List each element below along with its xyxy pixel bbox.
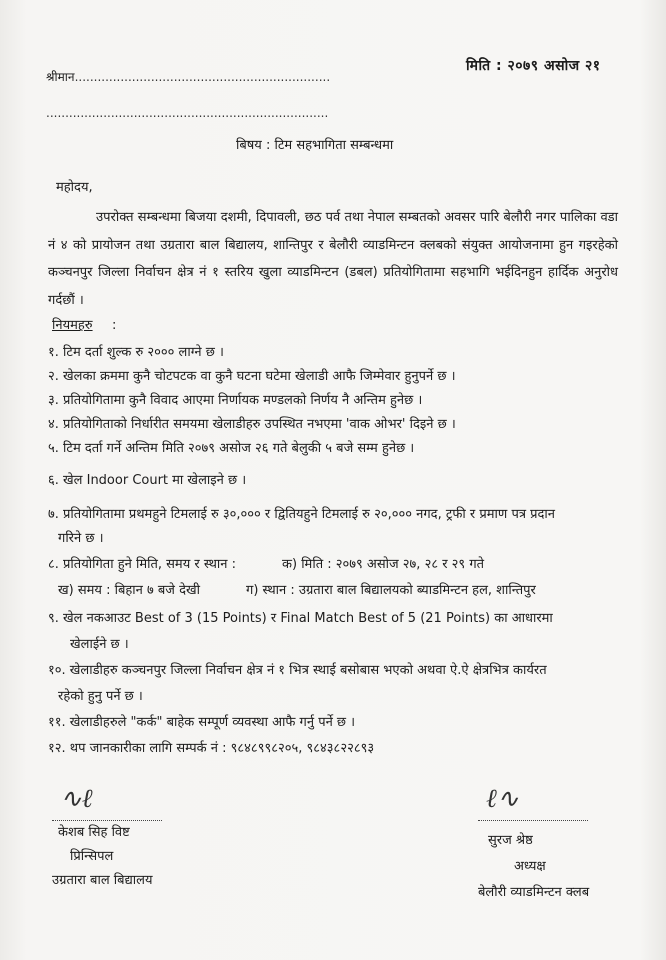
address-blank: .......................................................................... (46, 106, 329, 120)
greeting: महोदय, (56, 180, 93, 195)
rule-item: ८. प्रतियोगिता हुने मिति, समय र स्थान : (48, 557, 237, 572)
recipient-line (46, 68, 330, 85)
event-time: ख) समय : बिहान ७ बजे देखी (58, 583, 200, 598)
body-paragraph: उपरोक्त सम्बन्धमा बिजया दशमी, दिपावली, छठ पर्व तथा नेपाल सम्बतको अवसर पारि बेलौरी नगर पालिका वडा नं ४ को प्रायोजन तथा उग्रतारा बाल बिद्यालय, शान्तिपुर र बेलौरी व्याडमिन्टन क्लबको संयुक्त आयोजनामा हुन गइरहेको कञ्चनपुर जिल्ला निर्वाचन क्षेत्र नं १ स्तरिय खुला व्याडमिन्टन (डबल) प्रतियोगितामा सहभागि भईदिनहुन हार्दिक अनुरोध गर्दछौं । (48, 210, 618, 308)
rule-item: ५. टिम दर्ता गर्ने अन्तिम मिति २०७९ असोज २६ गते बेलुकी ५ बजे सम्म हुनेछ । (48, 441, 415, 456)
letter-date: मिति : २०७९ असोज २१ (466, 58, 601, 74)
signatory-left-name: केशब सिह विष्ट (58, 825, 130, 840)
signatory-right-org: बेलौरी व्याडमिन्टन क्लब (478, 885, 590, 900)
signature-line (52, 784, 162, 821)
rule-item: ४. प्रतियोगिताको निर्धारीत समयमा खेलाडीहरु उपस्थित नभएमा 'वाक ओभर' दिइने छ । (48, 417, 456, 432)
rule-item: ६. खेल Indoor Court मा खेलाइने छ । (48, 473, 247, 488)
rules-heading (52, 318, 93, 334)
subject-line: बिषय : टिम सहभागिता सम्बन्धमा (236, 138, 394, 153)
recipient-blank: ................................................................... (74, 70, 331, 84)
signatory-left-org: उग्रतारा बाल बिद्यालय (52, 873, 153, 888)
signature-line (478, 784, 588, 821)
rules-heading-text: नियमहरु (52, 318, 93, 333)
rule-item-continued: गरिने छ । (58, 531, 104, 546)
signature-scribble-icon: ℓ∿ (486, 784, 519, 814)
rule-item-continued: रहेको हुनु पर्ने छ । (58, 689, 143, 704)
signatory-right-name: सुरज श्रेष्ठ (488, 833, 533, 848)
rule-item-continued: खेलाईने छ । (70, 637, 129, 652)
rule-item: ११. खेलाडीहरुले "कर्क" बाहेक सम्पूर्ण व्यवस्था आफै गर्नु पर्ने छ । (48, 715, 356, 730)
signature-scribble-icon: ∿ℓ (60, 784, 93, 814)
event-venue: ग) स्थान : उग्रतारा बाल बिद्यालयको ब्याडमिन्टन हल, शान्तिपुर (246, 583, 536, 598)
rule-item: १२. थप जानकारीका लागि सम्पर्क नं : ९८४८९९८२०५, ९८४३८२२८९३ (48, 741, 375, 756)
rule-item: १. टिम दर्ता शुल्क रु २००० लाग्ने छ । (48, 345, 224, 360)
rule-item: १०. खेलाडीहरु कञ्चनपुर जिल्ला निर्वाचन क्षेत्र नं १ भित्र स्थाई बसोबास भएको अथवा ऐ.ऐ क्षेत्रभित्र कार्यरत (48, 663, 547, 678)
signatory-right-title: अध्यक्ष (514, 859, 546, 874)
signature-right (478, 784, 588, 821)
event-date: क) मिति : २०७९ असोज २७, २८ र २९ गते (282, 557, 485, 572)
signature-left (52, 784, 162, 821)
signatory-left-title: प्रिन्सिपल (70, 849, 114, 864)
recipient-label: श्रीमान (46, 70, 75, 84)
rule-item: ७. प्रतियोगितामा प्रथमहुने टिमलाई रु ३०,००० र द्वितियहुने टिमलाई रु २०,००० नगद, ट्रफी र प्रमाण पत्र प्रदान (48, 507, 556, 522)
rules-heading-colon: : (112, 318, 117, 333)
rule-item: २. खेलका क्रममा कुनै चोटपटक वा कुनै घटना घटेमा खेलाडी आफै जिम्मेवार हुनुपर्ने छ । (48, 369, 456, 384)
rule-item: ९. खेल नकआउट Best of 3 (15 Points) र Final Match Best of 5 (21 Points) का आधारमा (48, 611, 553, 626)
rule-item: ३. प्रतियोगितामा कुनै विवाद आएमा निर्णायक मण्डलको निर्णय नै अन्तिम हुनेछ । (48, 393, 423, 408)
